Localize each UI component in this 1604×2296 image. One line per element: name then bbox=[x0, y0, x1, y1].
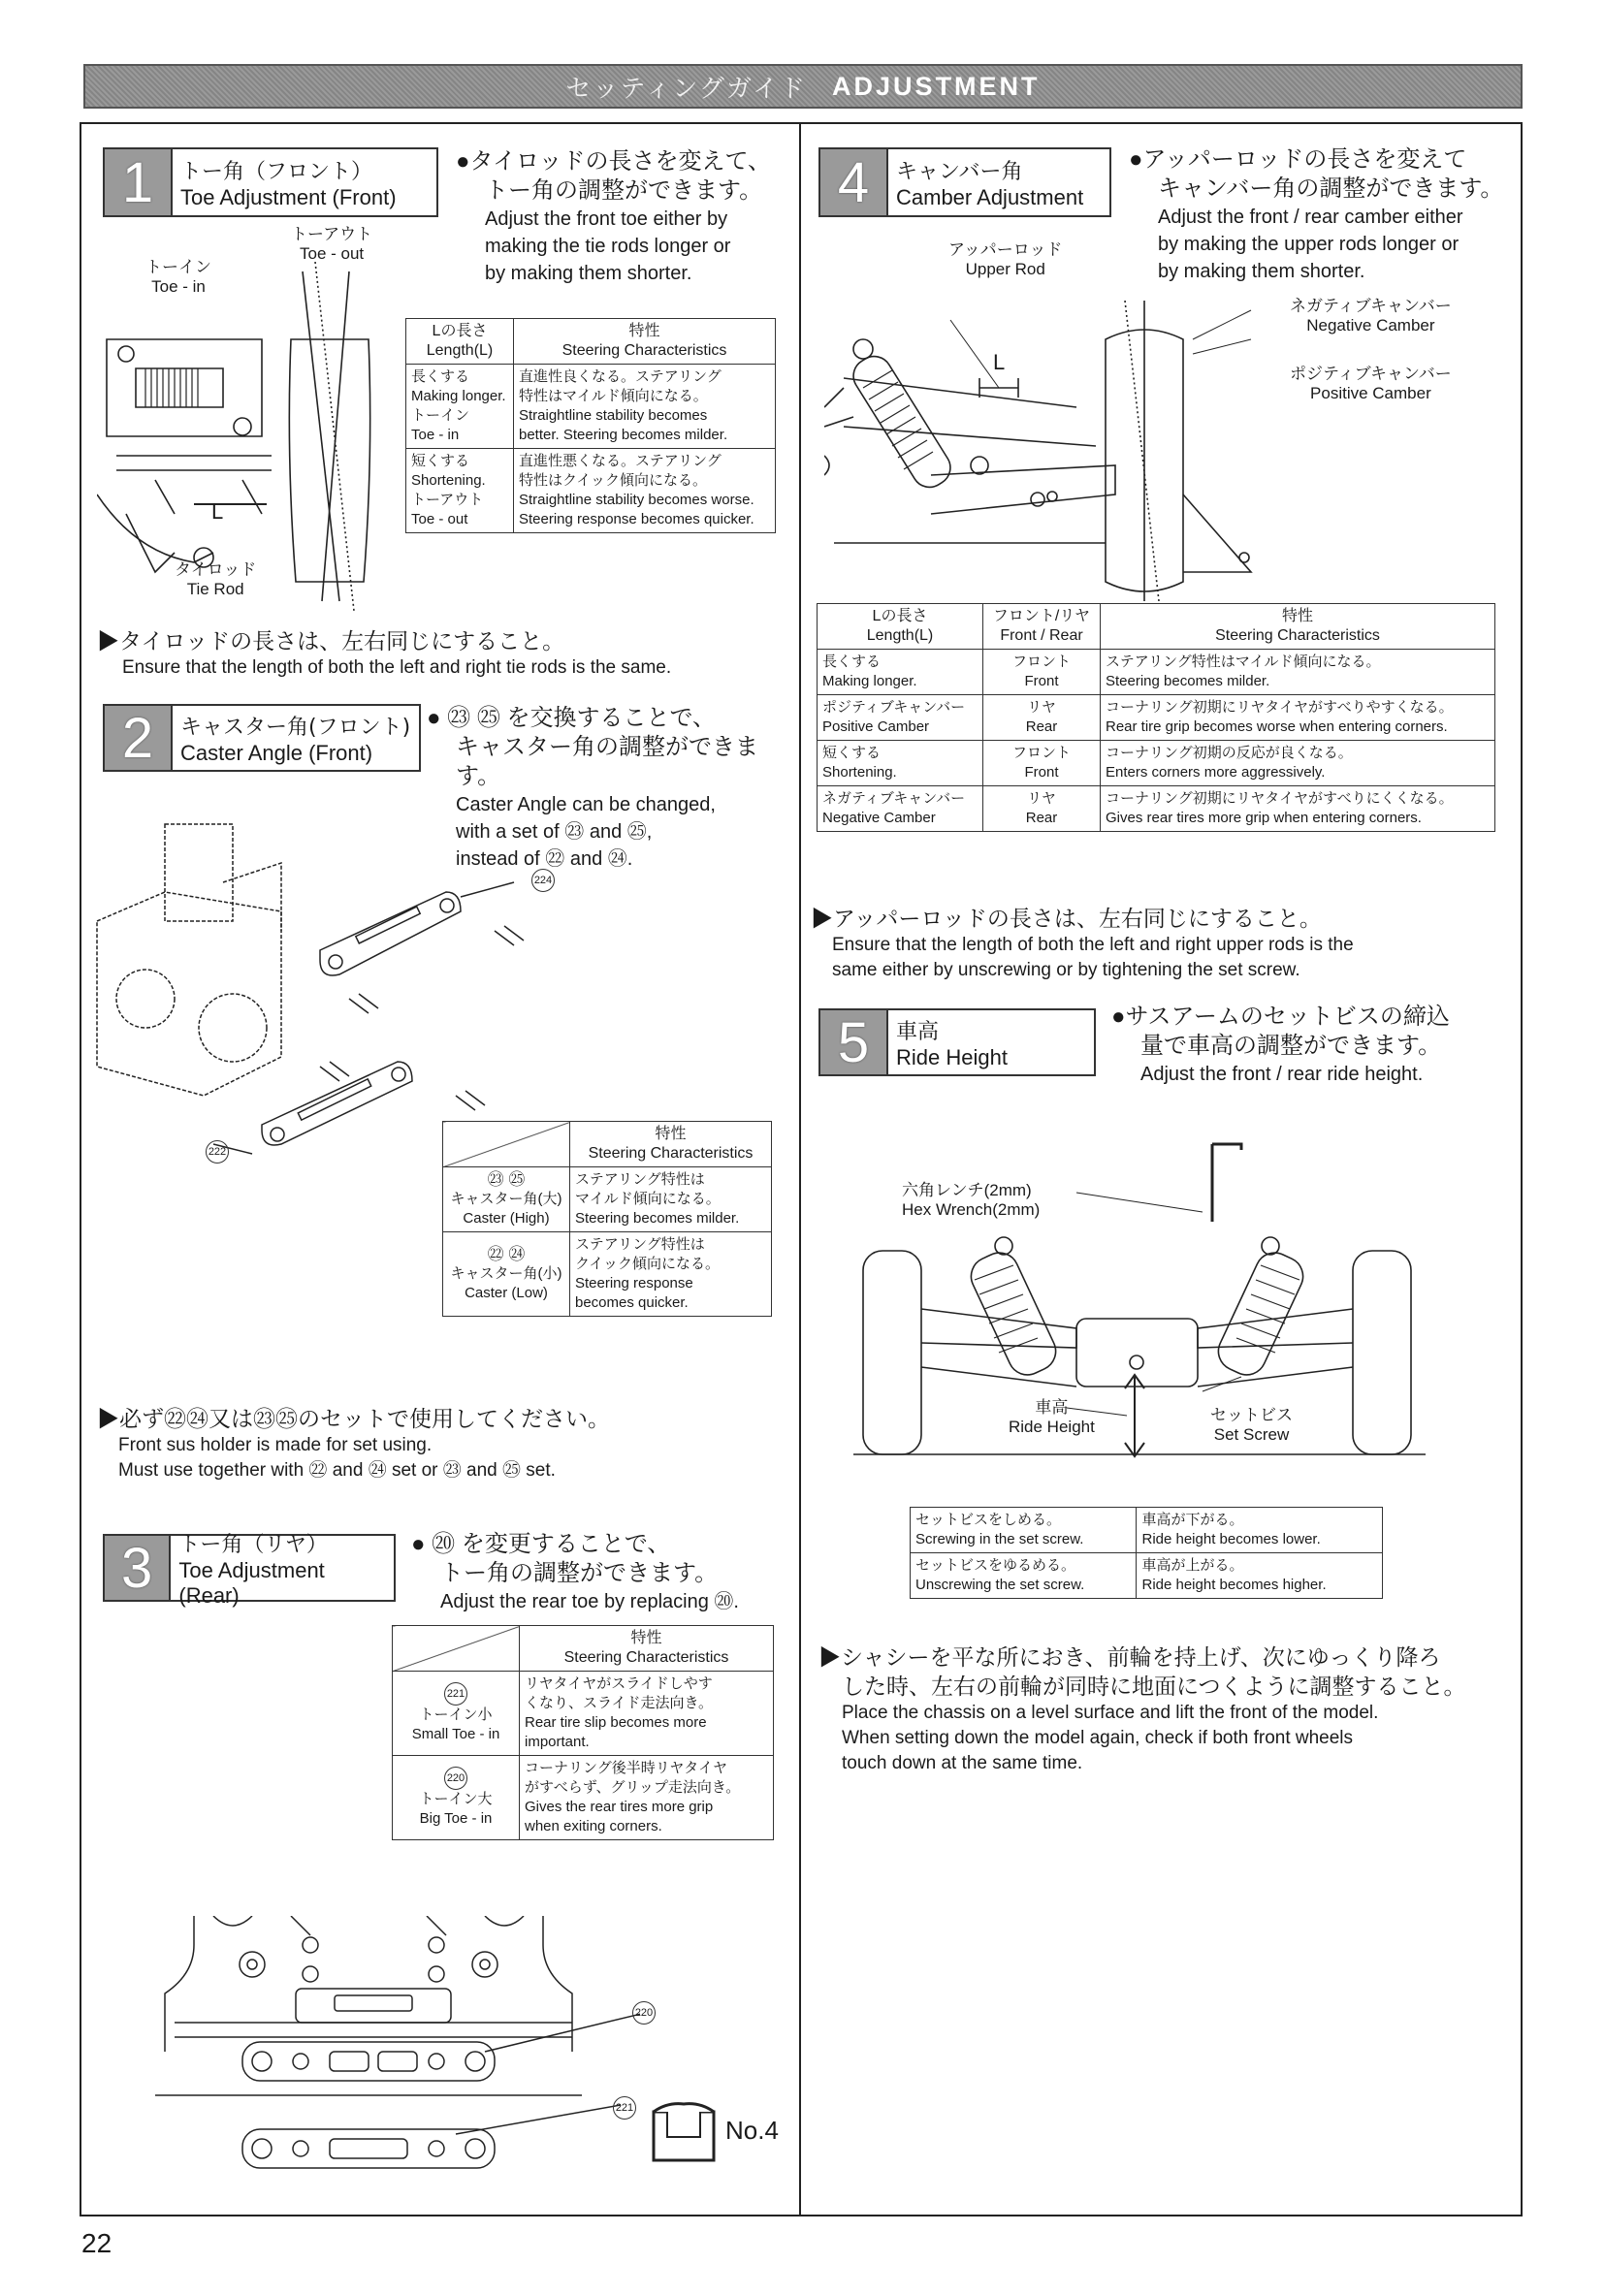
cell-text: Caster (High) bbox=[463, 1210, 550, 1227]
section-4-note bbox=[811, 904, 1519, 983]
cell-text: Shortening. bbox=[822, 764, 897, 781]
label-ride-height bbox=[1009, 1398, 1095, 1437]
cell-text: コーナリング初期にリヤタイヤがすべりにくくなる。 bbox=[1106, 790, 1454, 807]
cell-text: 短くする bbox=[822, 745, 882, 761]
cell-text: コーナリング後半時リヤタイヤ bbox=[525, 1760, 727, 1776]
th-char-jp: 特性 bbox=[630, 1630, 662, 1646]
cell-text: when exiting corners. bbox=[525, 1818, 662, 1834]
table-row bbox=[393, 1756, 774, 1840]
section-title-en: Camber Adjustment bbox=[896, 184, 1084, 209]
camber-illustration bbox=[824, 281, 1309, 601]
section-title-jp: キャスター角(フロント) bbox=[180, 715, 411, 740]
label-length-l: L bbox=[211, 499, 224, 524]
header-en: ADJUSTMENT bbox=[832, 71, 1041, 101]
section-title-jp: キャンバー角 bbox=[896, 159, 1023, 184]
desc-en-1: Adjust the front / rear camber either bbox=[1158, 207, 1463, 228]
th-char-en: Steering Characteristics bbox=[588, 1145, 754, 1162]
caster-table bbox=[442, 1121, 772, 1317]
toe-front-table bbox=[405, 318, 776, 533]
th-char-en: Steering Characteristics bbox=[1215, 627, 1380, 644]
section-2-note bbox=[97, 1404, 786, 1483]
ride-height-table bbox=[910, 1507, 1383, 1599]
cell-text: better. Steering becomes milder. bbox=[519, 427, 728, 443]
header-jp: セッティングガイド bbox=[565, 74, 808, 104]
cell-text: ポジティブキャンバー bbox=[822, 699, 966, 716]
desc-jp-1: ● ㉓ ㉕ を交換することで、 bbox=[427, 705, 717, 731]
desc-jp-2: 量で車高の調整ができます。 bbox=[1140, 1033, 1442, 1059]
cell-text: トーイン小 bbox=[419, 1706, 493, 1723]
desc-en-3: instead of ㉒ and ㉔. bbox=[456, 848, 633, 870]
desc-jp-2: トー角の調整ができます。 bbox=[485, 177, 763, 204]
part-number-badge: 220 bbox=[632, 2001, 656, 2025]
note-jp: ▶タイロッドの長さは、左右同じにすること。 bbox=[97, 628, 565, 654]
label-negative-camber bbox=[1290, 297, 1452, 335]
section-5-description bbox=[1111, 1003, 1519, 1088]
cell-parts: ㉒ ㉔ bbox=[487, 1245, 526, 1263]
label-toe-in-en: Toe - in bbox=[151, 277, 206, 296]
label-toe-out-jp: トーアウト bbox=[291, 225, 373, 243]
cell-text: Straightline stability becomes bbox=[519, 407, 708, 424]
desc-en-2: making the tie rods longer or bbox=[485, 236, 731, 257]
desc-en-3: by making them shorter. bbox=[1158, 261, 1365, 282]
camber-table bbox=[817, 603, 1495, 832]
cell-text: 直進性悪くなる。ステアリング bbox=[519, 453, 722, 469]
cell-text: important. bbox=[525, 1734, 590, 1750]
label-toe-in-jp: トーイン bbox=[145, 258, 211, 276]
cell-text: キャスター角(小) bbox=[450, 1265, 562, 1282]
section-title-jp: 車高 bbox=[896, 1019, 940, 1044]
cell-text: リヤタイヤがスライドしやす bbox=[525, 1675, 713, 1692]
cell-text: Steering becomes milder. bbox=[575, 1210, 740, 1227]
desc-jp-1: ●サスアームのセットビスの締込 bbox=[1111, 1004, 1450, 1030]
part-number-badge: 220 bbox=[444, 1767, 467, 1790]
cell-text: がすべらず、グリップ走法向き。 bbox=[525, 1779, 741, 1796]
desc-jp-1: ●タイロッドの長さを変えて、 bbox=[456, 148, 772, 175]
label-upper-rod-jp: アッパーロッド bbox=[948, 240, 1063, 259]
label-negative-camber-jp: ネガティブキャンバー bbox=[1290, 297, 1452, 315]
cell-text: Front bbox=[1024, 764, 1059, 781]
cell-text: Positive Camber bbox=[822, 718, 930, 735]
note-jp-2: した時、左右の前輪が同時に地面につくように調整すること。 bbox=[842, 1674, 1466, 1699]
table-row bbox=[406, 449, 776, 533]
cell-text: セットビスをゆるめる。 bbox=[915, 1557, 1076, 1574]
section-title-jp: トー角（フロント） bbox=[180, 159, 373, 184]
table-row bbox=[818, 695, 1495, 741]
cell-text: Caster (Low) bbox=[465, 1285, 548, 1301]
table-row bbox=[443, 1167, 772, 1232]
section-3-description bbox=[411, 1530, 795, 1615]
cell-text: 長くする bbox=[411, 368, 470, 385]
cell-text: Steering response bbox=[575, 1275, 693, 1292]
cell-text: リヤ bbox=[1027, 699, 1056, 716]
desc-en-1: Caster Angle can be changed, bbox=[456, 794, 716, 815]
desc-en-2: with a set of ㉓ and ㉕, bbox=[456, 821, 653, 843]
section-number: 2 bbox=[105, 706, 173, 770]
label-toe-out-en: Toe - out bbox=[300, 244, 365, 263]
section-4-title bbox=[818, 147, 1111, 217]
section-5-title bbox=[818, 1008, 1096, 1076]
section-number: 3 bbox=[105, 1536, 171, 1600]
cell-text: Straightline stability becomes worse. bbox=[519, 492, 754, 508]
section-number: 5 bbox=[820, 1010, 888, 1074]
page-number: 22 bbox=[81, 2228, 112, 2258]
th-char-en: Steering Characteristics bbox=[563, 1649, 729, 1666]
cell-parts: ㉓ ㉕ bbox=[487, 1170, 526, 1189]
th-length-jp: Lの長さ bbox=[872, 608, 928, 624]
label-hex-wrench bbox=[902, 1181, 1040, 1220]
cell-text: 車高が下がる。 bbox=[1141, 1512, 1244, 1528]
desc-en-1: Adjust the rear toe by replacing ⑳. bbox=[440, 1591, 739, 1612]
cell-text: ネガティブキャンバー bbox=[822, 790, 966, 807]
desc-jp-1: ● ⑳ を変更することで、 bbox=[411, 1531, 671, 1557]
section-1-title bbox=[103, 147, 438, 217]
note-en-1: Front sus holder is made for set using. bbox=[118, 1435, 433, 1455]
label-positive-camber-jp: ポジティブキャンバー bbox=[1290, 365, 1452, 383]
section-3-title bbox=[103, 1532, 396, 1608]
cell-text: ステアリング特性は bbox=[575, 1171, 705, 1188]
note-en-2: When setting down the model again, check if both front wheels bbox=[842, 1728, 1354, 1748]
cell-text: Ride height becomes higher. bbox=[1141, 1577, 1327, 1593]
part-224-label bbox=[531, 869, 555, 892]
th-length-en: Length(L) bbox=[426, 342, 494, 359]
cell-text: Front bbox=[1024, 673, 1059, 689]
label-tie-rod bbox=[175, 560, 256, 599]
cell-text: Toe - out bbox=[411, 511, 468, 527]
toe-rear-table bbox=[392, 1625, 774, 1840]
cell-text: 直進性良くなる。ステアリング bbox=[519, 368, 722, 385]
section-number: 1 bbox=[105, 149, 173, 215]
desc-en-1: Adjust the front / rear ride height. bbox=[1140, 1064, 1424, 1085]
th-length-en: Length(L) bbox=[866, 627, 934, 644]
label-negative-camber-en: Negative Camber bbox=[1306, 316, 1435, 335]
cell-text: トーアウト bbox=[411, 492, 484, 508]
th-fr-en: Front / Rear bbox=[1000, 627, 1083, 644]
page-header bbox=[83, 64, 1523, 109]
cell-text: Toe - in bbox=[411, 427, 460, 443]
part-number-badge: 224 bbox=[531, 869, 555, 892]
section-5-note bbox=[818, 1642, 1517, 1776]
section-1-description bbox=[456, 147, 795, 287]
cell-text: Screwing in the set screw. bbox=[915, 1531, 1084, 1547]
table-row bbox=[443, 1232, 772, 1317]
cell-text: コーナリング初期にリヤタイヤがすべりやすくなる。 bbox=[1106, 699, 1454, 716]
cell-text: トーイン大 bbox=[419, 1791, 493, 1807]
cell-text: Small Toe - in bbox=[411, 1726, 500, 1742]
desc-jp-1: ●アッパーロッドの長さを変えて bbox=[1129, 146, 1467, 173]
label-hex-wrench-en: Hex Wrench(2mm) bbox=[902, 1200, 1041, 1219]
box-icon bbox=[648, 2098, 720, 2166]
part-number-badge: 221 bbox=[444, 1682, 467, 1706]
table-row bbox=[818, 650, 1495, 695]
label-ride-height-en: Ride Height bbox=[1009, 1418, 1095, 1436]
note-en-2: same either by unscrewing or by tightening the set screw. bbox=[832, 960, 1300, 980]
cell-text: リヤ bbox=[1027, 790, 1056, 807]
table-row bbox=[818, 786, 1495, 832]
label-tie-rod-jp: タイロッド bbox=[175, 560, 257, 579]
cell-text: くなり、スライド走法向き。 bbox=[525, 1695, 713, 1711]
box-badge-label: No.4 bbox=[725, 2116, 779, 2145]
section-title-en: Ride Height bbox=[896, 1044, 1008, 1069]
cell-text: キャスター角(大) bbox=[450, 1191, 562, 1207]
cell-text: トーイン bbox=[411, 407, 470, 424]
cell-text: Gives rear tires more grip when entering corners. bbox=[1106, 810, 1422, 826]
table-row bbox=[911, 1508, 1383, 1553]
caster-illustration bbox=[87, 805, 611, 1173]
th-char-jp: 特性 bbox=[628, 323, 660, 339]
part-number-badge: 221 bbox=[613, 2096, 636, 2120]
th-char-en: Steering Characteristics bbox=[561, 342, 727, 359]
cell-text: Enters corners more aggressively. bbox=[1106, 764, 1326, 781]
cell-text: Rear tire grip becomes worse when entering corners. bbox=[1106, 718, 1448, 735]
note-en-1: Place the chassis on a level surface and lift the front of the model. bbox=[842, 1703, 1379, 1723]
label-hex-wrench-jp: 六角レンチ(2mm) bbox=[902, 1181, 1032, 1199]
column-divider bbox=[799, 122, 801, 2216]
label-set-screw-jp: セットビス bbox=[1210, 1406, 1293, 1424]
section-title-en: Toe Adjustment (Front) bbox=[180, 184, 397, 209]
section-title-jp: トー角（リヤ） bbox=[178, 1532, 328, 1557]
note-jp: ▶アッパーロッドの長さは、左右同じにすること。 bbox=[811, 906, 1322, 931]
label-ride-height-jp: 車高 bbox=[1035, 1398, 1069, 1417]
note-en: Ensure that the length of both the left and right tie rods is the same. bbox=[122, 657, 672, 678]
label-upper-rod-en: Upper Rod bbox=[965, 260, 1045, 278]
desc-jp-2: キャンバー角の調整ができます。 bbox=[1158, 175, 1504, 202]
cell-text: Negative Camber bbox=[822, 810, 936, 826]
cell-text: Big Toe - in bbox=[419, 1810, 493, 1827]
toe-front-illustration bbox=[97, 262, 398, 611]
table-row bbox=[393, 1672, 774, 1756]
cell-text: Ride height becomes lower. bbox=[1141, 1531, 1321, 1547]
cell-text: ステアリング特性はマイルド傾向になる。 bbox=[1106, 654, 1381, 670]
desc-en-2: by making the upper rods longer or bbox=[1158, 234, 1460, 255]
label-positive-camber bbox=[1290, 365, 1452, 403]
label-length-l: L bbox=[993, 350, 1006, 374]
note-jp-1: ▶シャシーを平な所におき、前輪を持上げ、次にゆっくり降ろ bbox=[818, 1644, 1441, 1670]
section-2-title bbox=[103, 704, 421, 772]
cell-text: Unscrewing the set screw. bbox=[915, 1577, 1085, 1593]
cell-text: クイック傾向になる。 bbox=[575, 1256, 720, 1272]
note-jp: ▶必ず㉒㉔又は㉓㉕のセットで使用してください。 bbox=[97, 1406, 610, 1431]
cell-text: コーナリング初期の反応が良くなる。 bbox=[1106, 745, 1353, 761]
part-221-label bbox=[613, 2096, 636, 2120]
cell-text: 短くする bbox=[411, 453, 470, 469]
part-number-badge: 222 bbox=[206, 1140, 229, 1164]
th-length-jp: Lの長さ bbox=[432, 323, 488, 339]
cell-text: フロント bbox=[1011, 745, 1071, 761]
note-en-2: Must use together with ㉒ and ㉔ set or ㉓ and ㉕ set. bbox=[118, 1460, 556, 1481]
cell-text: Steering response becomes quicker. bbox=[519, 511, 754, 527]
label-toe-in bbox=[145, 258, 211, 297]
cell-text: 特性はクイック傾向になる。 bbox=[519, 472, 707, 489]
label-upper-rod bbox=[948, 240, 1062, 279]
note-en-3: touch down at the same time. bbox=[842, 1753, 1083, 1773]
label-tie-rod-en: Tie Rod bbox=[186, 580, 244, 598]
label-set-screw-en: Set Screw bbox=[1213, 1425, 1290, 1444]
cell-text: Gives the rear tires more grip bbox=[525, 1799, 714, 1815]
cell-text: フロント bbox=[1011, 654, 1071, 670]
label-set-screw bbox=[1210, 1406, 1293, 1445]
part-222-label bbox=[206, 1140, 229, 1164]
section-number: 4 bbox=[820, 149, 888, 215]
part-220-label bbox=[632, 2001, 656, 2025]
cell-text: Steering becomes milder. bbox=[1106, 673, 1270, 689]
th-fr-jp: フロント/リヤ bbox=[992, 608, 1091, 624]
cell-text: セットビスをしめる。 bbox=[915, 1512, 1062, 1528]
section-1-note bbox=[97, 626, 786, 681]
cell-text: Rear tire slip becomes more bbox=[525, 1714, 707, 1731]
label-toe-out bbox=[291, 225, 372, 264]
cell-text: 長くする bbox=[822, 654, 882, 670]
cell-text: ステアリング特性は bbox=[575, 1236, 705, 1253]
note-en-1: Ensure that the length of both the left and right upper rods is the bbox=[832, 935, 1354, 955]
cell-text: 特性はマイルド傾向になる。 bbox=[519, 388, 708, 404]
cell-text: Shortening. bbox=[411, 472, 486, 489]
cell-text: マイルド傾向になる。 bbox=[575, 1191, 721, 1207]
table-row bbox=[818, 741, 1495, 786]
cell-text: Making longer. bbox=[822, 673, 917, 689]
cell-text: Rear bbox=[1025, 810, 1058, 826]
cell-text: 車高が上がる。 bbox=[1141, 1557, 1244, 1574]
cell-text: Making longer. bbox=[411, 388, 506, 404]
section-title-en: Caster Angle (Front) bbox=[180, 740, 373, 765]
section-4-description bbox=[1129, 145, 1521, 285]
toe-rear-illustration bbox=[155, 1916, 640, 2207]
label-positive-camber-en: Positive Camber bbox=[1310, 384, 1431, 402]
th-char-jp: 特性 bbox=[1281, 608, 1313, 624]
desc-en-1: Adjust the front toe either by bbox=[485, 208, 728, 230]
cell-text: becomes quicker. bbox=[575, 1294, 689, 1311]
section-title-en: Toe Adjustment (Rear) bbox=[178, 1557, 325, 1608]
desc-jp-2: トー角の調整ができます。 bbox=[440, 1560, 719, 1586]
table-row bbox=[406, 365, 776, 449]
cell-text: Rear bbox=[1025, 718, 1058, 735]
desc-en-3: by making them shorter. bbox=[485, 263, 692, 284]
desc-jp-2: キャスター角の調整ができます。 bbox=[456, 734, 758, 789]
table-row bbox=[911, 1553, 1383, 1599]
th-char-jp: 特性 bbox=[655, 1126, 687, 1142]
